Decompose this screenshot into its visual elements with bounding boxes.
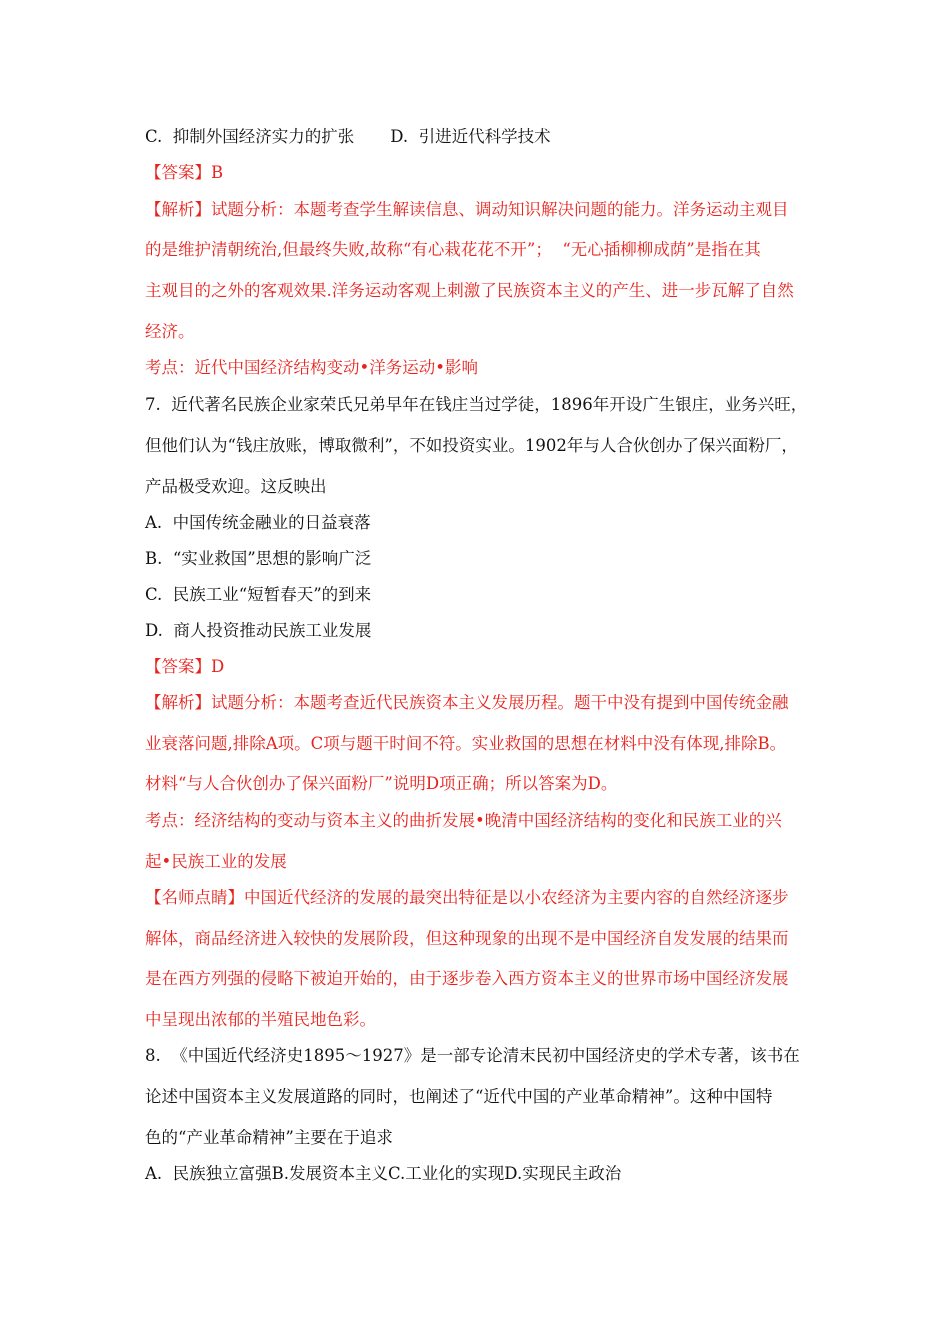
q8-stem-line-2: 论述中国资本主义发展道路的同时，也阐述了“近代中国的产业革命精神”。这种中国特 [145,1087,773,1106]
q7-tip-line-2: 解体，商品经济进入较快的发展阶段，但这种现象的出现不是中国经济自发发展的结果而 [145,929,789,948]
q6-answer: 【答案】B [145,163,224,182]
q7-stem-line-3: 产品极受欢迎。这反映出 [145,477,327,496]
q7-stem-line-2: 但他们认为“钱庄放账，博取微利”，不如投资实业。1902年与人合伙创办了保兴面粉厂， [145,436,798,455]
q7-tip-line-1: 【名师点睛】中国近代经济的发展的最突出特征是以小农经济为主要内容的自然经济逐步 [145,888,789,907]
q6-analysis-line-1: 【解析】试题分析：本题考查学生解读信息、调动知识解决问题的能力。洋务运动主观目 [145,200,789,219]
q7-tip-line-4: 中呈现出浓郁的半殖民地色彩。 [145,1010,376,1029]
q6-option-d: D. 引进近代科学技术 [390,127,551,146]
q7-stem-line-1: 7. 近代著名民族企业家荣氏兄弟早年在钱庄当过学徒，1896年开设广生银庄，业务兴旺， [145,395,808,414]
q8-stem-line-3: 色的“产业革命精神”主要在于追求 [145,1128,393,1147]
q7-analysis-line-2: 业衰落问题,排除A项。C项与题干时间不符。实业救国的思想在材料中没有体现,排除B。 [145,734,787,753]
q7-tip-line-3: 是在西方列强的侵略下被迫开始的，由于逐步卷入西方资本主义的世界市场中国经济发展 [145,969,789,988]
q7-analysis-line-3: 材料“与人合伙创办了保兴面粉厂”说明D项正确；所以答案为D。 [145,774,618,793]
q7-option-d: D. 商人投资推动民族工业发展 [145,621,372,640]
q7-answer: 【答案】D [145,657,225,676]
q6-analysis-line-4: 经济。 [145,322,195,341]
q7-option-a: A. 中国传统金融业的日益衰落 [145,513,371,532]
q6-analysis-line-3: 主观目的之外的客观效果.洋务运动客观上刺激了民族资本主义的产生、进一步瓦解了自然 [145,281,794,300]
q8-options: A. 民族独立富强B.发展资本主义C.工业化的实现D.实现民主政治 [145,1164,622,1183]
q8-stem-line-1: 8. 《中国近代经济史1895～1927》是一部专论清末民初中国经济史的学术专著，该书在 [145,1046,800,1065]
q6-analysis-line-2: 的是维护清朝统治,但最终失败,故称“有心栽花花不开”； “无心插柳柳成荫”是指在其 [145,240,761,259]
q6-options-row [145,126,551,148]
q6-kaodian: 考点：近代中国经济结构变动•洋务运动•影响 [145,358,478,377]
q7-analysis-line-1: 【解析】试题分析：本题考查近代民族资本主义发展历程。题干中没有提到中国传统金融 [145,693,789,712]
q7-kaodian-line-1: 考点：经济结构的变动与资本主义的曲折发展•晚清中国经济结构的变化和民族工业的兴 [145,811,782,830]
q7-option-c: C. 民族工业“短暂春天”的到来 [145,585,372,604]
q7-option-b: B. “实业救国”思想的影响广泛 [145,549,372,568]
q6-option-c: C. 抑制外国经济实力的扩张 [145,127,355,146]
q7-kaodian-line-2: 起•民族工业的发展 [145,852,287,871]
